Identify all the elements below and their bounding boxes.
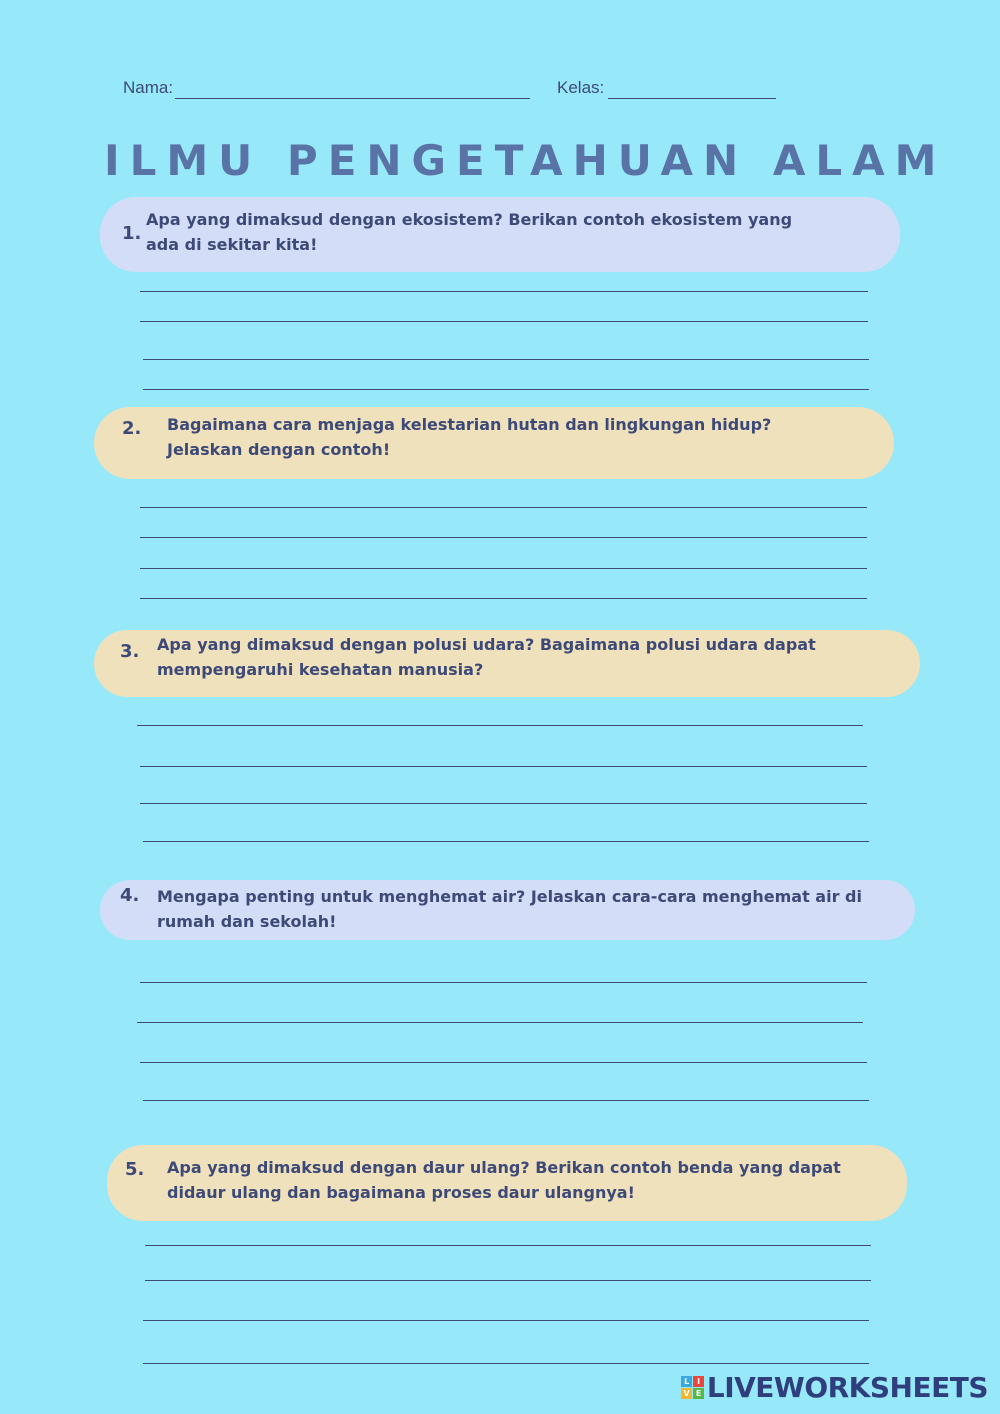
answer-line[interactable] (143, 1363, 869, 1364)
answer-line[interactable] (140, 321, 868, 322)
answer-line[interactable] (140, 291, 868, 292)
answer-line[interactable] (140, 598, 867, 599)
answer-line[interactable] (140, 982, 867, 983)
question-text: Mengapa penting untuk menghemat air? Jelaskan cara-cara menghemat air di rumah dan sekolah! (157, 887, 862, 931)
name-field[interactable] (175, 98, 530, 99)
answer-line[interactable] (140, 507, 867, 508)
question-card-1 (100, 197, 900, 272)
answer-line[interactable] (140, 766, 867, 767)
brand-text: LIVEWORKSHEETS (706, 1371, 988, 1404)
answer-line[interactable] (145, 1245, 871, 1246)
answer-line[interactable] (140, 568, 867, 569)
question-text: Apa yang dimaksud dengan polusi udara? Bagaimana polusi udara dapat mempengaruhi kesehatan manusia? (157, 635, 816, 679)
liveworksheets-brand (681, 1371, 988, 1404)
question-number: 1. (122, 223, 142, 244)
question-number: 4. (120, 885, 140, 906)
answer-line[interactable] (140, 1062, 867, 1063)
class-label: Kelas: (557, 78, 605, 97)
question-card-4 (100, 880, 915, 940)
answer-line[interactable] (140, 537, 867, 538)
answer-line[interactable] (137, 1022, 863, 1023)
answer-line[interactable] (137, 725, 863, 726)
question-card-2 (94, 407, 894, 479)
class-field[interactable] (608, 98, 776, 99)
question-number: 2. (122, 418, 142, 439)
question-text: Bagaimana cara menjaga kelestarian hutan dan lingkungan hidup? Jelaskan dengan contoh! (167, 415, 772, 459)
page-title: ILMU PENGETAHUAN ALAM (104, 136, 947, 185)
logo-letter: V (681, 1388, 692, 1399)
liveworksheets-logo-icon (681, 1376, 704, 1399)
answer-line[interactable] (143, 1100, 869, 1101)
name-label: Nama: (123, 78, 174, 97)
question-card-3 (94, 630, 920, 697)
answer-line[interactable] (143, 389, 869, 390)
question-number: 3. (120, 641, 140, 662)
question-text: Apa yang dimaksud dengan ekosistem? Berikan contoh ekosistem yang ada di sekitar kita! (146, 210, 793, 254)
logo-letter: L (681, 1376, 692, 1387)
answer-line[interactable] (143, 359, 869, 360)
logo-letter: E (693, 1388, 704, 1399)
question-number: 5. (125, 1159, 145, 1180)
question-text: Apa yang dimaksud dengan daur ulang? Berikan contoh benda yang dapat didaur ulang dan bagaimana proses daur ulangnya! (167, 1158, 841, 1202)
answer-line[interactable] (140, 803, 867, 804)
answer-line[interactable] (145, 1280, 871, 1281)
logo-letter: I (693, 1376, 704, 1387)
question-card-5 (107, 1145, 907, 1221)
answer-line[interactable] (143, 841, 869, 842)
answer-line[interactable] (143, 1320, 869, 1321)
